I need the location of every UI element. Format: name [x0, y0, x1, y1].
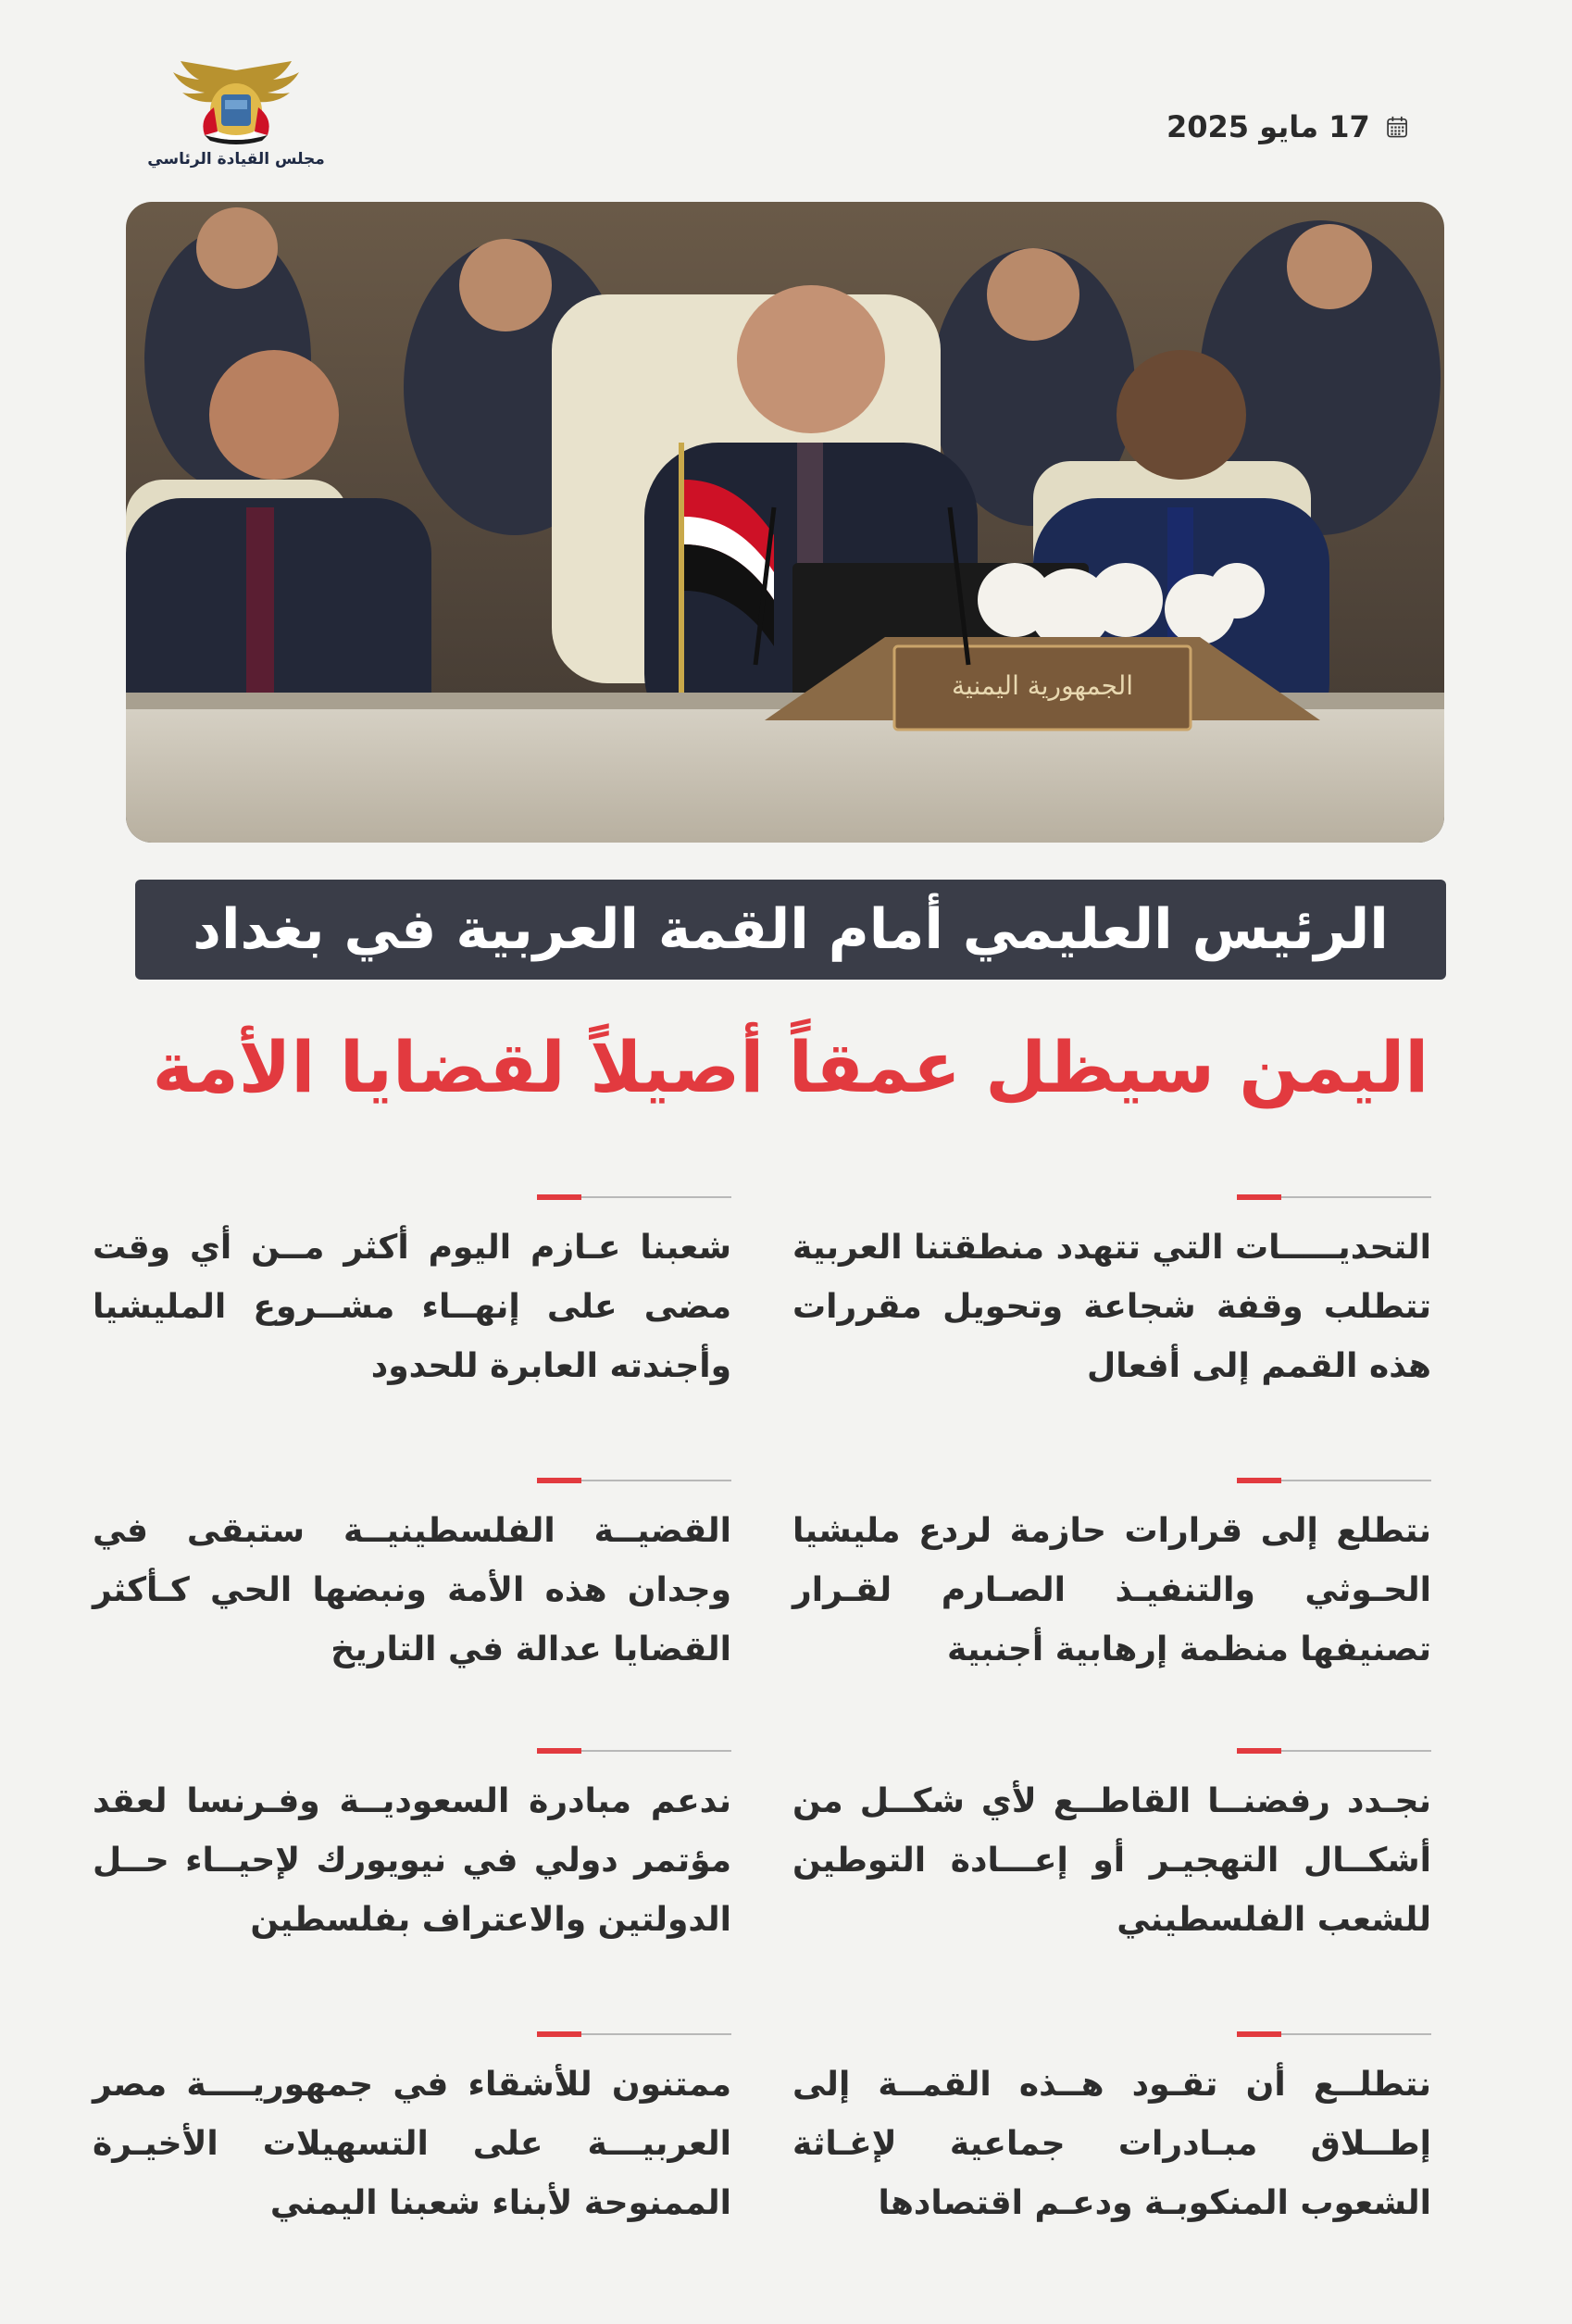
subheadline: اليمن سيظل عمقاً أصيلاً لقضايا الأمة	[152, 1026, 1429, 1108]
logo-caption: مجلس القيادة الرئاسي	[147, 150, 325, 169]
point-text: نتطلع إلى قرارات حازمة لردع مليشيا الحـوثي والتنفيـذ الصـارم لقـرار تصنيفها منظمة إرهابية أجنبية	[792, 1512, 1431, 1668]
point-text: القضيــة الفلسطينيــة ستبقى في وجدان هذه الأمة ونبضها الحي كـأكثر القضايا عدالة في التاريخ	[93, 1512, 731, 1668]
date-text: 17 مايو 2025	[1167, 109, 1370, 144]
point-text: نتطلــع أن تقـود هــذه القمــة إلى إطــلاق مبـادرات جماعية لإغـاثة الشعوب المنكوبـة ودعـم اقتصادها	[792, 2066, 1431, 2222]
point-divider	[537, 1194, 731, 1200]
summit-photo	[126, 202, 1444, 843]
point-divider	[1237, 1194, 1431, 1200]
point-text: ممتنون للأشقاء في جمهوريــــة مصر العربيـــة على التسهيلات الأخيـرة الممنوحة لأبناء شعبنا اليمني	[93, 2066, 731, 2222]
country-placard: الجمهورية اليمنية	[951, 670, 1134, 701]
point-divider	[537, 1478, 731, 1483]
point-divider	[1237, 2031, 1431, 2037]
point-divider	[537, 2031, 731, 2037]
point-divider	[1237, 1748, 1431, 1754]
logo	[147, 54, 325, 174]
point-divider	[537, 1748, 731, 1754]
headline-bar	[135, 880, 1446, 980]
eagle-emblem-icon	[162, 54, 310, 146]
point-text: ندعم مبادرة السعوديــة وفـرنسا لعقد مؤتمر دولي في نيويورك لإحيــاء حــل الدولتين والاعتراف بفلسطين	[93, 1782, 731, 1939]
point-text: شعبنا عـازم اليوم أكثر مــن أي وقت مضى على إنهــاء مشــروع المليشيا وأجندته العابرة للحدود	[93, 1229, 731, 1385]
point-text: نجـدد رفضنــا القاطــع لأي شكــل من أشكــال التهجيـر أو إعـــادة التوطين للشعب الفلسطيني	[792, 1782, 1431, 1939]
point-divider	[1237, 1478, 1431, 1483]
calendar-icon	[1387, 107, 1407, 146]
date-row	[1167, 104, 1407, 150]
point-text: التحديـــــات التي تتهدد منطقتنا العربية تتطلب وقفة شجاعة وتحويل مقررات هذه القمم إلى أفعال	[792, 1229, 1431, 1385]
headline: الرئيس العليمي أمام القمة العربية في بغداد	[193, 897, 1389, 962]
